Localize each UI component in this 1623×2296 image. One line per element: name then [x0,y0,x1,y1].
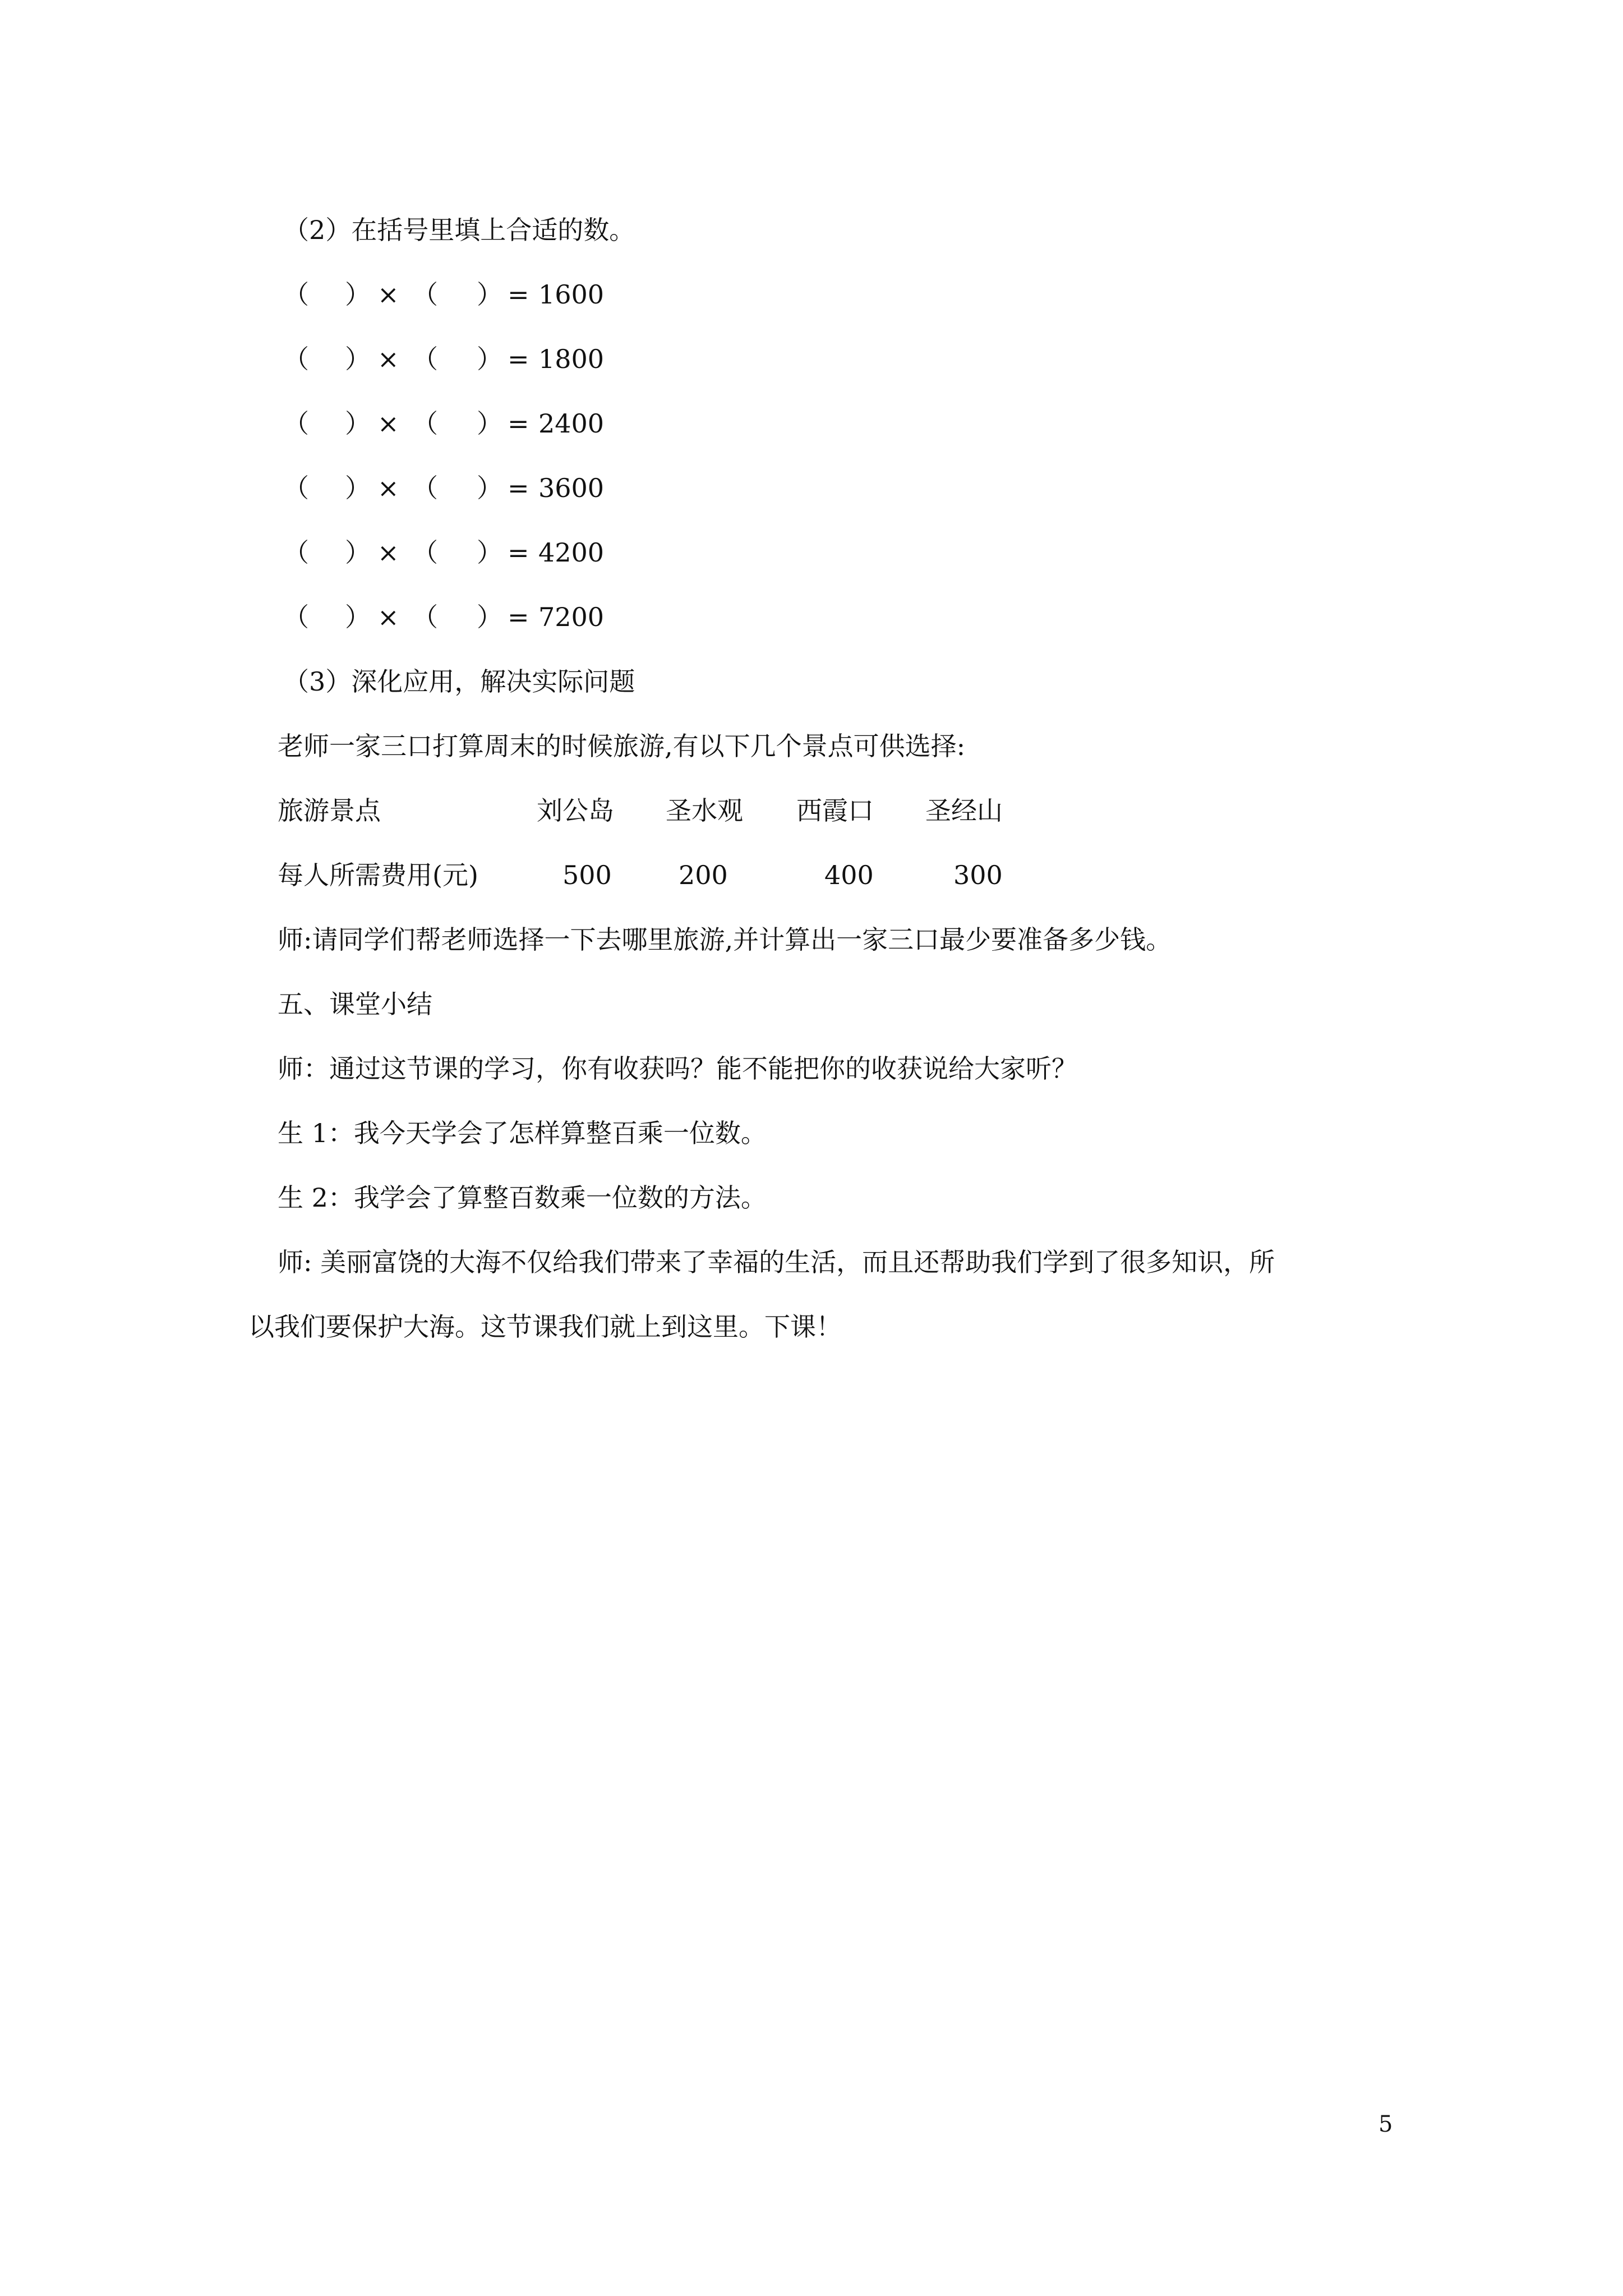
closing-line-1: 师: 美丽富饶的大海不仅给我们带来了幸福的生活，而且还帮助我们学到了很多知识，所 [278,1247,1275,1277]
paren-close: ） [477,537,502,568]
spot-cost: 200 [679,860,728,890]
equation-result: 3600 [538,473,605,503]
q3-title: （3）深化应用，解决实际问题 [283,666,635,697]
equals-sign: = [508,279,529,310]
equation-row [283,471,676,505]
paren-close: ） [477,602,502,632]
paren-close: ） [477,408,502,439]
equation-result: 7200 [538,602,605,632]
equals-sign: = [508,408,529,439]
costs-row [278,858,1063,892]
section-5-title: 五、课堂小结 [278,989,432,1019]
paren-open: （ [412,408,438,439]
q3-intro: 老师一家三口打算周末的时候旅游,有以下几个景点可供选择: [278,731,966,761]
times-sign: × [377,408,399,439]
paren-open: （ [412,344,438,374]
equation-row [283,342,676,376]
paren-open: （ [412,602,438,632]
paren-close: ） [477,344,502,374]
paren-close: ） [345,408,371,439]
times-sign: × [377,473,399,503]
times-sign: × [377,537,399,568]
equals-sign: = [508,537,529,568]
spots-row [278,794,1063,827]
paren-close: ） [345,279,371,310]
paren-close: ） [477,279,502,310]
times-sign: × [377,344,399,374]
equation-result: 1600 [538,279,605,310]
closing-line-2: 以我们要保护大海。这节课我们就上到这里。下课！ [248,1312,842,1342]
spot-cost: 500 [562,860,612,890]
cost-label: 每人所需费用(元) [278,860,478,890]
paren-open: （ [283,408,309,439]
paren-open: （ [283,537,309,568]
times-sign: × [377,279,399,310]
q3-question: 师:请同学们帮老师选择一下去哪里旅游,并计算出一家三口最少要准备多少钱。 [278,924,1172,955]
equation-row [283,600,676,634]
spot-cost: 400 [824,860,874,890]
q2-title: （2）在括号里填上合适的数。 [283,215,635,245]
equation-result: 2400 [538,408,605,439]
equals-sign: = [508,602,529,632]
paren-close: ） [345,344,371,374]
spot-name: 圣经山 [925,795,1003,826]
equation-row [283,536,676,569]
paren-open: （ [412,279,438,310]
paren-open: （ [283,602,309,632]
equals-sign: = [508,473,529,503]
paren-open: （ [283,344,309,374]
equation-row [283,278,676,311]
teacher-question: 师：通过这节课的学习，你有收获吗？能不能把你的收获说给大家听？ [278,1053,1077,1084]
student-2-answer: 生 2：我学会了算整百数乘一位数的方法。 [278,1182,767,1213]
equation-result: 4200 [538,537,605,568]
times-sign: × [377,602,399,632]
paren-open: （ [283,279,309,310]
equation-result: 1800 [538,344,605,374]
spots-header-label: 旅游景点 [278,795,381,826]
page-number: 5 [1378,2111,1393,2137]
paren-close: ） [345,537,371,568]
equation-row [283,407,676,440]
paren-close: ） [345,602,371,632]
spot-name: 刘公岛 [537,795,614,826]
equals-sign: = [508,344,529,374]
spot-cost: 300 [953,860,1003,890]
paren-close: ） [477,473,502,503]
spot-name: 西霞口 [796,795,874,826]
spot-name: 圣水观 [666,795,743,826]
student-1-answer: 生 1：我今天学会了怎样算整百乘一位数。 [278,1118,767,1148]
paren-open: （ [283,473,309,503]
paren-open: （ [412,537,438,568]
paren-close: ） [345,473,371,503]
paren-open: （ [412,473,438,503]
